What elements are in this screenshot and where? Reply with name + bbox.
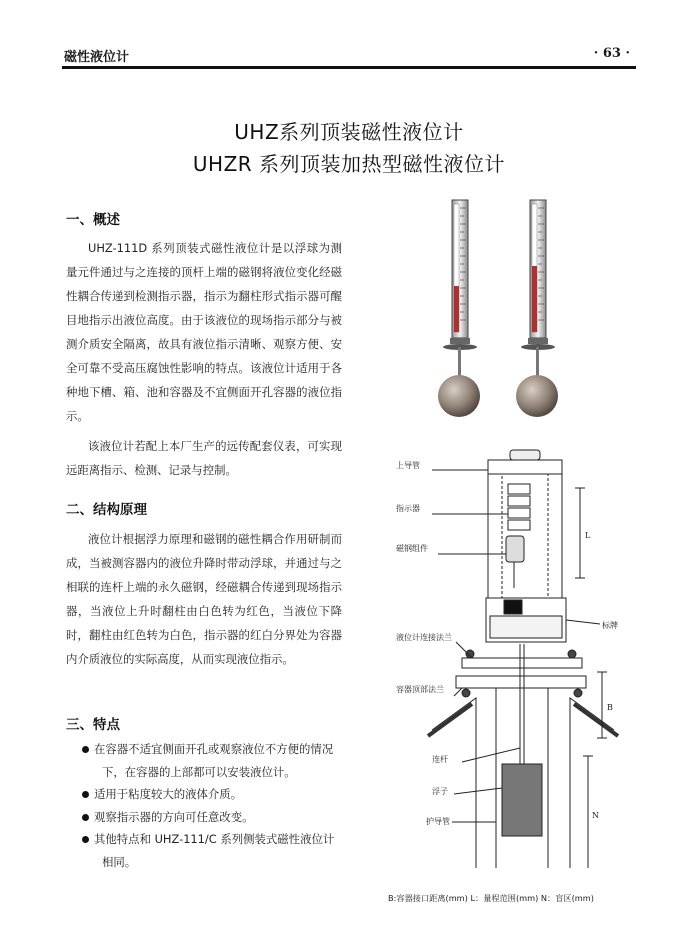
list-item-text-continued: 下，在容器的上部都可以安装液位计。	[102, 764, 296, 779]
dimension-B: B	[607, 703, 613, 712]
list-item	[84, 738, 346, 783]
section-heading-principle: 二、结构原理	[66, 502, 147, 518]
list-item	[84, 828, 346, 873]
label-upper-guide: 上导管	[396, 461, 420, 470]
label-guard-tube: 护导管	[426, 817, 450, 826]
running-header	[62, 44, 636, 64]
label-gauge-flange: 液位计连接法兰	[396, 633, 452, 642]
page-title: UHZ系列顶装磁性液位计	[234, 120, 464, 144]
list-item	[84, 806, 346, 829]
page-subtitle: UHZR 系列顶装加热型磁性液位计	[192, 152, 506, 176]
structure-diagram	[392, 448, 640, 890]
header-rule	[62, 66, 636, 69]
label-magnet-assembly: 磁钢组件	[396, 544, 428, 553]
features-list	[84, 738, 346, 873]
list-item-text: 观察指示器的方向可任意改变。	[94, 809, 254, 824]
running-header-title: 磁性液位计	[64, 50, 130, 65]
page-number: · 63 ·	[593, 46, 630, 61]
label-float: 浮子	[432, 787, 448, 796]
label-vessel-flange: 容器顶部法兰	[396, 685, 444, 694]
principle-paragraph: 液位计根据浮力原理和磁钢的磁性耦合作用研制而成，当被测容器内的液位升降时带动浮球，并通过与之相联的连杆上端的永久磁钢，经磁耦合传递到现场指示器，当液位上升时翻柱由白色转为红色，当液位下降时，翻柱由红色转为白色，指示器的红白分界处为容器内介质液位的实际高度，从而实现液位指示。	[66, 532, 342, 666]
list-item-text: 在容器不适宜侧面开孔或观察液位不方便的情况	[94, 742, 334, 756]
product-photo	[430, 196, 580, 422]
dimension-N: N	[592, 811, 599, 820]
list-item-text: 适用于粘度较大的液体介质。	[94, 787, 243, 801]
section-heading-overview: 一、概述	[66, 212, 120, 228]
diagram-caption: B:容器接口距离(mm) L：量程范围(mm) N：盲区(mm)	[388, 893, 594, 903]
overview-paragraph-1: UHZ-111D 系列顶装式磁性液位计是以浮球为测量元件通过与之连接的顶杆上端的磁钢将液位变化经磁性耦合传递到检测指示器，指示为翻柱形式指示器可醒目地指示出液位高度。由于该液位的现场指示部分与被测介质安全隔离，故具有液位指示清晰、观察方便、安全可靠不受高压腐蚀性影响的特点。该液位计适用于各种地下槽、箱、池和容器及不宜侧面开孔容器的液位指示。	[66, 241, 342, 423]
gauge-right	[516, 200, 558, 417]
list-item-text-continued: 相同。	[102, 854, 137, 869]
label-rod: 连杆	[432, 755, 448, 764]
gauge-left	[438, 200, 480, 417]
label-indicator: 指示器	[396, 504, 420, 513]
section-heading-features: 三、特点	[66, 717, 120, 733]
overview-paragraph-2: 该液位计若配上本厂生产的远传配套仪表，可实现远距离指示、检测、记录与控制。	[66, 439, 342, 477]
list-item	[84, 783, 346, 806]
list-item-text: 其他特点和 UHZ-111/C 系列侧装式磁性液位计	[94, 832, 335, 846]
label-nameplate: 标牌	[602, 621, 618, 630]
dimension-L: L	[585, 531, 591, 540]
